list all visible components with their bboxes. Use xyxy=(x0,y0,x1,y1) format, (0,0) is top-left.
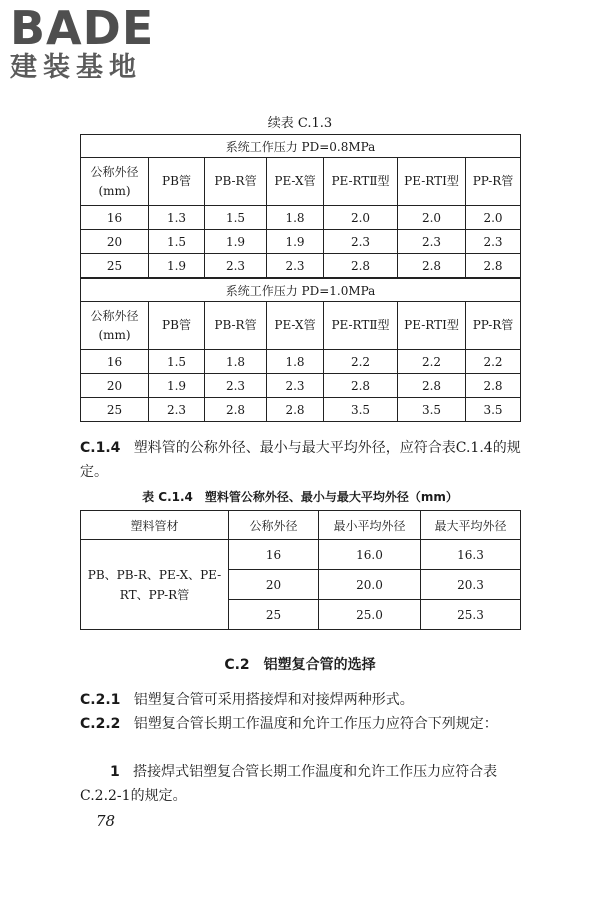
column-header: PE-X管 xyxy=(267,158,324,206)
list-item-1 xyxy=(80,760,525,808)
table-cell: 3.5 xyxy=(324,398,398,422)
table-cell: 25 xyxy=(81,254,149,279)
column-header: PB管 xyxy=(149,302,205,350)
clause-c-1-4 xyxy=(80,436,525,484)
table-row xyxy=(81,374,521,398)
column-header: PE-RTⅡ型 xyxy=(324,302,398,350)
watermark-logo xyxy=(10,1,180,84)
table-cell: 25 xyxy=(81,398,149,422)
clause-number: C.2.2 xyxy=(80,716,121,732)
table-cell: 20.3 xyxy=(421,570,521,600)
clause-number: C.1.4 xyxy=(80,440,121,456)
header-nominal: 公称外径 xyxy=(229,511,319,540)
table-cell: 25 xyxy=(229,600,319,630)
table-cell: 2.2 xyxy=(324,350,398,374)
table-cell: 2.3 xyxy=(205,374,267,398)
item-number: 1 xyxy=(110,764,120,780)
table-cell: 1.5 xyxy=(149,350,205,374)
clause-text: 铝塑复合管可采用搭接焊和对接焊两种形式。 xyxy=(133,692,414,708)
table-cell: 2.0 xyxy=(324,206,398,230)
column-header: PE-RTⅡ型 xyxy=(324,158,398,206)
pressure-table xyxy=(80,134,521,422)
column-header: PE-RTⅠ型 xyxy=(398,158,466,206)
table-cell: 2.3 xyxy=(267,254,324,279)
table-cell: 1.5 xyxy=(205,206,267,230)
table-cell: 2.3 xyxy=(398,230,466,254)
table-cell: 2.8 xyxy=(466,374,521,398)
table-row xyxy=(81,230,521,254)
table-cell: 16 xyxy=(81,350,149,374)
clause-text: 铝塑复合管长期工作温度和允许工作压力应符合下列规定： xyxy=(133,716,498,732)
table-cell: 1.9 xyxy=(149,374,205,398)
header-min: 最小平均外径 xyxy=(319,511,421,540)
table-row xyxy=(81,254,521,279)
table-cell: 20 xyxy=(229,570,319,600)
table-cell: 2.2 xyxy=(466,350,521,374)
section-title: 系统工作压力 PD=1.0MPa xyxy=(81,278,521,302)
table-cell: 2.0 xyxy=(398,206,466,230)
table-cell: 2.3 xyxy=(324,230,398,254)
table-cell: 2.8 xyxy=(324,254,398,279)
logo-chinese: 建装基地 xyxy=(10,52,142,83)
header-max: 最大平均外径 xyxy=(421,511,521,540)
table-cell: 2.8 xyxy=(205,398,267,422)
material-cell: PB、PB-R、PE-X、PE-RT、PP-R管 xyxy=(81,540,229,630)
item-text: 搭接焊式铝塑复合管长期工作温度和允许工作压力应符合表C.2.2-1的规定。 xyxy=(80,764,498,804)
table-cell: 16 xyxy=(229,540,319,570)
table-cell: 3.5 xyxy=(466,398,521,422)
table-cell: 1.9 xyxy=(267,230,324,254)
table-cell: 20 xyxy=(81,230,149,254)
table-cell: 25.3 xyxy=(421,600,521,630)
column-header: PB管 xyxy=(149,158,205,206)
table-cell: 1.9 xyxy=(149,254,205,279)
column-header: PE-RTⅠ型 xyxy=(398,302,466,350)
table-cell: 2.3 xyxy=(267,374,324,398)
clause-c-2-2 xyxy=(80,712,525,736)
column-header: PP-R管 xyxy=(466,158,521,206)
table-cell: 2.8 xyxy=(267,398,324,422)
table-cell: 2.8 xyxy=(398,374,466,398)
table-cell: 1.8 xyxy=(267,206,324,230)
table-cell: 2.8 xyxy=(324,374,398,398)
column-header: 公称外径(mm) xyxy=(81,302,149,350)
table-cell: 16.0 xyxy=(319,540,421,570)
header-material: 塑料管材 xyxy=(81,511,229,540)
table2-caption: 表 C.1.4 塑料管公称外径、最小与最大平均外径（mm） xyxy=(142,490,458,504)
table-cell: 1.8 xyxy=(267,350,324,374)
table1-caption: 续表 C.1.3 xyxy=(267,116,333,131)
column-header: PB-R管 xyxy=(205,158,267,206)
column-header: PB-R管 xyxy=(205,302,267,350)
table-row xyxy=(81,398,521,422)
diameter-table xyxy=(80,510,521,630)
table-cell: 1.3 xyxy=(149,206,205,230)
page-number: 78 xyxy=(96,812,116,830)
table-cell: 25.0 xyxy=(319,600,421,630)
table-cell: 16.3 xyxy=(421,540,521,570)
table-cell: 20 xyxy=(81,374,149,398)
logo-latin: BADE xyxy=(10,1,155,55)
table-cell: 1.9 xyxy=(205,230,267,254)
section-title: 系统工作压力 PD=0.8MPa xyxy=(81,135,521,158)
table-row xyxy=(81,206,521,230)
table-cell: 2.3 xyxy=(205,254,267,279)
table-cell: 2.0 xyxy=(466,206,521,230)
table-cell: 2.2 xyxy=(398,350,466,374)
clause-c-2-1 xyxy=(80,688,525,712)
table-cell: 2.3 xyxy=(466,230,521,254)
table-cell: 2.8 xyxy=(466,254,521,279)
table-cell: 2.8 xyxy=(398,254,466,279)
section-heading: C.2 铝塑复合管的选择 xyxy=(224,657,376,673)
table-cell: 20.0 xyxy=(319,570,421,600)
table-cell: 1.5 xyxy=(149,230,205,254)
table-cell: 2.3 xyxy=(149,398,205,422)
table-cell: 16 xyxy=(81,206,149,230)
column-header: PE-X管 xyxy=(267,302,324,350)
table-cell: 1.8 xyxy=(205,350,267,374)
clause-text: 塑料管的公称外径、最小与最大平均外径，应符合表C.1.4的规定。 xyxy=(80,440,521,480)
table-row xyxy=(81,350,521,374)
pressure-table-body xyxy=(81,135,521,422)
column-header: 公称外径(mm) xyxy=(81,158,149,206)
column-header: PP-R管 xyxy=(466,302,521,350)
clause-number: C.2.1 xyxy=(80,692,121,708)
table-cell: 3.5 xyxy=(398,398,466,422)
